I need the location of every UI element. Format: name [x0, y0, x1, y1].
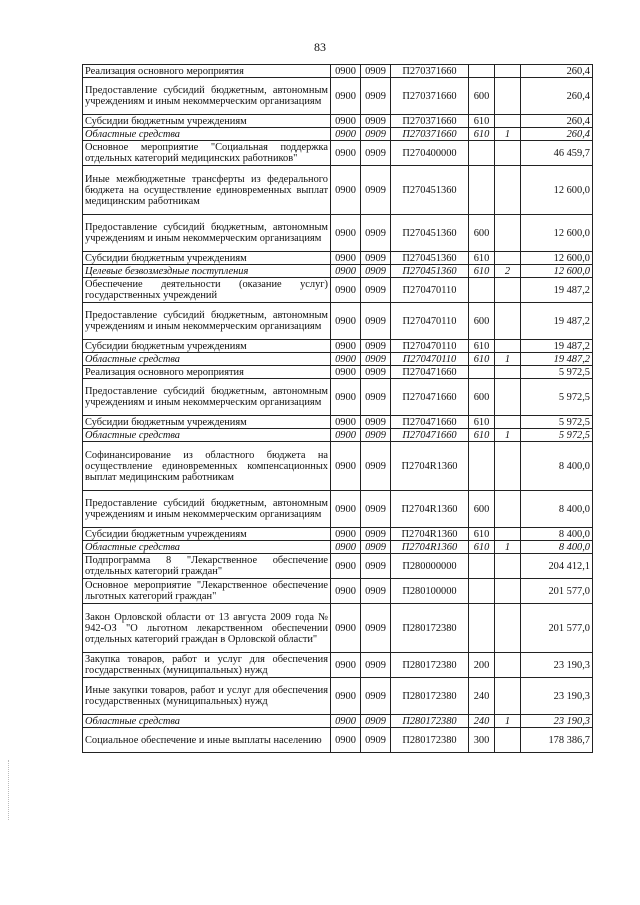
row-amount: 8 400,0: [521, 491, 593, 528]
row-target-article: П2704R1360: [391, 528, 469, 541]
row-subsection-code: 0909: [361, 442, 391, 491]
row-target-article: П270451360: [391, 252, 469, 265]
row-funding-code: [495, 416, 521, 429]
row-section-code: 0900: [331, 429, 361, 442]
row-funding-code: [495, 215, 521, 252]
row-amount: 8 400,0: [521, 528, 593, 541]
margin-mark: [8, 760, 15, 820]
row-subsection-code: 0909: [361, 252, 391, 265]
row-expense-type: [469, 442, 495, 491]
row-section-code: 0900: [331, 340, 361, 353]
row-expense-type: 610: [469, 416, 495, 429]
row-section-code: 0900: [331, 379, 361, 416]
row-funding-code: [495, 278, 521, 303]
row-section-code: 0900: [331, 528, 361, 541]
table-row: [83, 541, 593, 554]
row-funding-code: [495, 678, 521, 715]
row-target-article: П270470110: [391, 278, 469, 303]
row-section-code: 0900: [331, 303, 361, 340]
row-section-code: 0900: [331, 653, 361, 678]
row-section-code: 0900: [331, 604, 361, 653]
row-section-code: 0900: [331, 65, 361, 78]
row-name-cell: Областные средства: [83, 541, 331, 554]
table-row: [83, 653, 593, 678]
budget-table: [82, 64, 593, 753]
row-target-article: П270371660: [391, 78, 469, 115]
row-name-cell: Субсидии бюджетным учреждениям: [83, 252, 331, 265]
row-expense-type: [469, 604, 495, 653]
table-row: [83, 366, 593, 379]
row-target-article: П280172380: [391, 653, 469, 678]
table-row: [83, 715, 593, 728]
row-amount: 260,4: [521, 128, 593, 141]
row-amount: 201 577,0: [521, 579, 593, 604]
row-subsection-code: 0909: [361, 379, 391, 416]
row-amount: 178 386,7: [521, 728, 593, 753]
row-section-code: 0900: [331, 678, 361, 715]
table-row: [83, 416, 593, 429]
row-name-cell: Субсидии бюджетным учреждениям: [83, 416, 331, 429]
row-expense-type: 610: [469, 353, 495, 366]
row-amount: 8 400,0: [521, 541, 593, 554]
row-amount: 204 412,1: [521, 554, 593, 579]
row-funding-code: [495, 528, 521, 541]
row-name-cell: Иные межбюджетные трансферты из федерального бюджета на осуществление единовременных выплат медицинским работникам: [83, 166, 331, 215]
row-section-code: 0900: [331, 78, 361, 115]
row-funding-code: [495, 78, 521, 115]
budget-table-body: [83, 65, 593, 753]
row-section-code: 0900: [331, 554, 361, 579]
row-section-code: 0900: [331, 278, 361, 303]
table-row: [83, 604, 593, 653]
table-row: [83, 429, 593, 442]
row-funding-code: [495, 303, 521, 340]
row-expense-type: [469, 366, 495, 379]
row-subsection-code: 0909: [361, 278, 391, 303]
row-amount: 5 972,5: [521, 366, 593, 379]
row-expense-type: 610: [469, 128, 495, 141]
row-funding-code: [495, 491, 521, 528]
row-target-article: П270471660: [391, 379, 469, 416]
row-section-code: 0900: [331, 252, 361, 265]
row-funding-code: [495, 379, 521, 416]
row-expense-type: 300: [469, 728, 495, 753]
row-expense-type: 610: [469, 252, 495, 265]
row-section-code: 0900: [331, 215, 361, 252]
row-expense-type: 610: [469, 265, 495, 278]
row-name-cell: Предоставление субсидий бюджетным, автономным учреждениям и иным некоммерческим организациям: [83, 303, 331, 340]
row-target-article: П2704R1360: [391, 541, 469, 554]
row-funding-code: [495, 65, 521, 78]
table-row: [83, 340, 593, 353]
row-name-cell: Обеспечение деятельности (оказание услуг) государственных учреждений: [83, 278, 331, 303]
row-amount: 260,4: [521, 115, 593, 128]
row-amount: 23 190,3: [521, 715, 593, 728]
row-amount: 19 487,2: [521, 278, 593, 303]
row-funding-code: [495, 442, 521, 491]
row-subsection-code: 0909: [361, 416, 391, 429]
row-name-cell: Основное мероприятие "Социальная поддержка отдельных категорий медицинских работников": [83, 141, 331, 166]
row-expense-type: 610: [469, 429, 495, 442]
row-target-article: П2704R1360: [391, 491, 469, 528]
row-funding-code: [495, 604, 521, 653]
row-amount: 260,4: [521, 78, 593, 115]
row-subsection-code: 0909: [361, 491, 391, 528]
row-amount: 19 487,2: [521, 353, 593, 366]
row-section-code: 0900: [331, 491, 361, 528]
row-name-cell: Софинансирование из областного бюджета на осуществление единовременных компенсационных выплат медицинским работникам: [83, 442, 331, 491]
row-target-article: П270371660: [391, 115, 469, 128]
row-subsection-code: 0909: [361, 353, 391, 366]
row-target-article: П270471660: [391, 429, 469, 442]
table-row: [83, 65, 593, 78]
row-subsection-code: 0909: [361, 215, 391, 252]
row-name-cell: Закон Орловской области от 13 августа 2009 года № 942-ОЗ "О льготном лекарственном обеспечении отдельных категорий граждан в Орловской области": [83, 604, 331, 653]
table-row: [83, 554, 593, 579]
row-target-article: П280100000: [391, 579, 469, 604]
row-expense-type: 610: [469, 541, 495, 554]
row-amount: 23 190,3: [521, 678, 593, 715]
row-subsection-code: 0909: [361, 604, 391, 653]
row-subsection-code: 0909: [361, 78, 391, 115]
row-funding-code: [495, 252, 521, 265]
table-row: [83, 265, 593, 278]
row-target-article: П270371660: [391, 128, 469, 141]
row-funding-code: 1: [495, 429, 521, 442]
table-row: [83, 728, 593, 753]
row-funding-code: [495, 653, 521, 678]
row-amount: 5 972,5: [521, 416, 593, 429]
table-row: [83, 379, 593, 416]
row-expense-type: [469, 554, 495, 579]
row-name-cell: Субсидии бюджетным учреждениям: [83, 528, 331, 541]
row-expense-type: 240: [469, 715, 495, 728]
row-name-cell: Субсидии бюджетным учреждениям: [83, 115, 331, 128]
row-target-article: П270470110: [391, 303, 469, 340]
row-section-code: 0900: [331, 366, 361, 379]
row-name-cell: Реализация основного мероприятия: [83, 65, 331, 78]
page-number: 83: [314, 40, 326, 54]
row-name-cell: Основное мероприятие "Лекарственное обеспечение льготных категорий граждан": [83, 579, 331, 604]
row-subsection-code: 0909: [361, 678, 391, 715]
row-section-code: 0900: [331, 128, 361, 141]
row-amount: 8 400,0: [521, 442, 593, 491]
row-subsection-code: 0909: [361, 429, 391, 442]
row-section-code: 0900: [331, 541, 361, 554]
row-funding-code: [495, 141, 521, 166]
row-name-cell: Целевые безвозмездные поступления: [83, 265, 331, 278]
row-section-code: 0900: [331, 416, 361, 429]
table-row: [83, 215, 593, 252]
row-subsection-code: 0909: [361, 541, 391, 554]
table-row: [83, 278, 593, 303]
row-name-cell: Подпрограмма 8 "Лекарственное обеспечение отдельных категорий граждан": [83, 554, 331, 579]
table-row: [83, 579, 593, 604]
table-row: [83, 303, 593, 340]
row-target-article: П270470110: [391, 353, 469, 366]
row-section-code: 0900: [331, 166, 361, 215]
row-expense-type: 600: [469, 215, 495, 252]
row-amount: 201 577,0: [521, 604, 593, 653]
row-amount: 23 190,3: [521, 653, 593, 678]
row-target-article: П270400000: [391, 141, 469, 166]
row-expense-type: 610: [469, 115, 495, 128]
row-name-cell: Областные средства: [83, 715, 331, 728]
table-row: [83, 491, 593, 528]
row-funding-code: [495, 579, 521, 604]
row-subsection-code: 0909: [361, 528, 391, 541]
row-amount: 19 487,2: [521, 303, 593, 340]
row-subsection-code: 0909: [361, 366, 391, 379]
table-row: [83, 528, 593, 541]
row-expense-type: 240: [469, 678, 495, 715]
row-target-article: П280000000: [391, 554, 469, 579]
row-expense-type: 600: [469, 303, 495, 340]
row-target-article: П270470110: [391, 340, 469, 353]
row-target-article: П270451360: [391, 265, 469, 278]
row-funding-code: [495, 166, 521, 215]
row-amount: 12 600,0: [521, 252, 593, 265]
row-amount: 12 600,0: [521, 166, 593, 215]
row-subsection-code: 0909: [361, 303, 391, 340]
row-subsection-code: 0909: [361, 728, 391, 753]
row-amount: 19 487,2: [521, 340, 593, 353]
row-funding-code: 1: [495, 353, 521, 366]
row-funding-code: [495, 728, 521, 753]
row-name-cell: Областные средства: [83, 128, 331, 141]
row-target-article: П270451360: [391, 166, 469, 215]
row-expense-type: [469, 278, 495, 303]
row-funding-code: [495, 366, 521, 379]
row-subsection-code: 0909: [361, 715, 391, 728]
row-expense-type: 600: [469, 491, 495, 528]
row-target-article: П280172380: [391, 604, 469, 653]
row-name-cell: Предоставление субсидий бюджетным, автономным учреждениям и иным некоммерческим организациям: [83, 215, 331, 252]
row-name-cell: Областные средства: [83, 429, 331, 442]
row-subsection-code: 0909: [361, 265, 391, 278]
row-expense-type: [469, 166, 495, 215]
row-section-code: 0900: [331, 728, 361, 753]
row-amount: 5 972,5: [521, 429, 593, 442]
row-amount: 12 600,0: [521, 215, 593, 252]
row-subsection-code: 0909: [361, 141, 391, 166]
row-expense-type: 600: [469, 379, 495, 416]
row-subsection-code: 0909: [361, 128, 391, 141]
row-expense-type: [469, 579, 495, 604]
row-funding-code: 1: [495, 128, 521, 141]
row-expense-type: 200: [469, 653, 495, 678]
row-target-article: П270371660: [391, 65, 469, 78]
row-subsection-code: 0909: [361, 340, 391, 353]
row-subsection-code: 0909: [361, 166, 391, 215]
row-funding-code: [495, 554, 521, 579]
row-section-code: 0900: [331, 442, 361, 491]
table-row: [83, 166, 593, 215]
row-section-code: 0900: [331, 579, 361, 604]
row-target-article: П270471660: [391, 416, 469, 429]
row-funding-code: [495, 115, 521, 128]
row-name-cell: Предоставление субсидий бюджетным, автономным учреждениям и иным некоммерческим организациям: [83, 78, 331, 115]
row-amount: 5 972,5: [521, 379, 593, 416]
row-target-article: П270451360: [391, 215, 469, 252]
row-name-cell: Социальное обеспечение и иные выплаты населению: [83, 728, 331, 753]
row-funding-code: [495, 340, 521, 353]
table-row: [83, 115, 593, 128]
table-row: [83, 78, 593, 115]
row-name-cell: Субсидии бюджетным учреждениям: [83, 340, 331, 353]
row-section-code: 0900: [331, 265, 361, 278]
table-row: [83, 353, 593, 366]
row-expense-type: [469, 141, 495, 166]
row-subsection-code: 0909: [361, 65, 391, 78]
row-target-article: П280172380: [391, 715, 469, 728]
row-amount: 46 459,7: [521, 141, 593, 166]
table-row: [83, 128, 593, 141]
row-name-cell: Закупка товаров, работ и услуг для обеспечения государственных (муниципальных) нужд: [83, 653, 331, 678]
row-name-cell: Иные закупки товаров, работ и услуг для обеспечения государственных (муниципальных) нужд: [83, 678, 331, 715]
row-funding-code: 2: [495, 265, 521, 278]
table-row: [83, 141, 593, 166]
row-target-article: П280172380: [391, 728, 469, 753]
row-expense-type: 610: [469, 340, 495, 353]
row-subsection-code: 0909: [361, 579, 391, 604]
row-subsection-code: 0909: [361, 115, 391, 128]
row-amount: 260,4: [521, 65, 593, 78]
row-target-article: П280172380: [391, 678, 469, 715]
row-amount: 12 600,0: [521, 265, 593, 278]
row-section-code: 0900: [331, 353, 361, 366]
row-section-code: 0900: [331, 141, 361, 166]
row-name-cell: Предоставление субсидий бюджетным, автономным учреждениям и иным некоммерческим организациям: [83, 491, 331, 528]
row-subsection-code: 0909: [361, 653, 391, 678]
row-section-code: 0900: [331, 115, 361, 128]
row-expense-type: 610: [469, 528, 495, 541]
table-row: [83, 678, 593, 715]
row-target-article: П2704R1360: [391, 442, 469, 491]
row-funding-code: 1: [495, 541, 521, 554]
table-row: [83, 252, 593, 265]
row-name-cell: Областные средства: [83, 353, 331, 366]
row-expense-type: [469, 65, 495, 78]
row-section-code: 0900: [331, 715, 361, 728]
row-funding-code: 1: [495, 715, 521, 728]
table-row: [83, 442, 593, 491]
row-name-cell: Предоставление субсидий бюджетным, автономным учреждениям и иным некоммерческим организациям: [83, 379, 331, 416]
row-subsection-code: 0909: [361, 554, 391, 579]
row-name-cell: Реализация основного мероприятия: [83, 366, 331, 379]
row-expense-type: 600: [469, 78, 495, 115]
row-target-article: П270471660: [391, 366, 469, 379]
